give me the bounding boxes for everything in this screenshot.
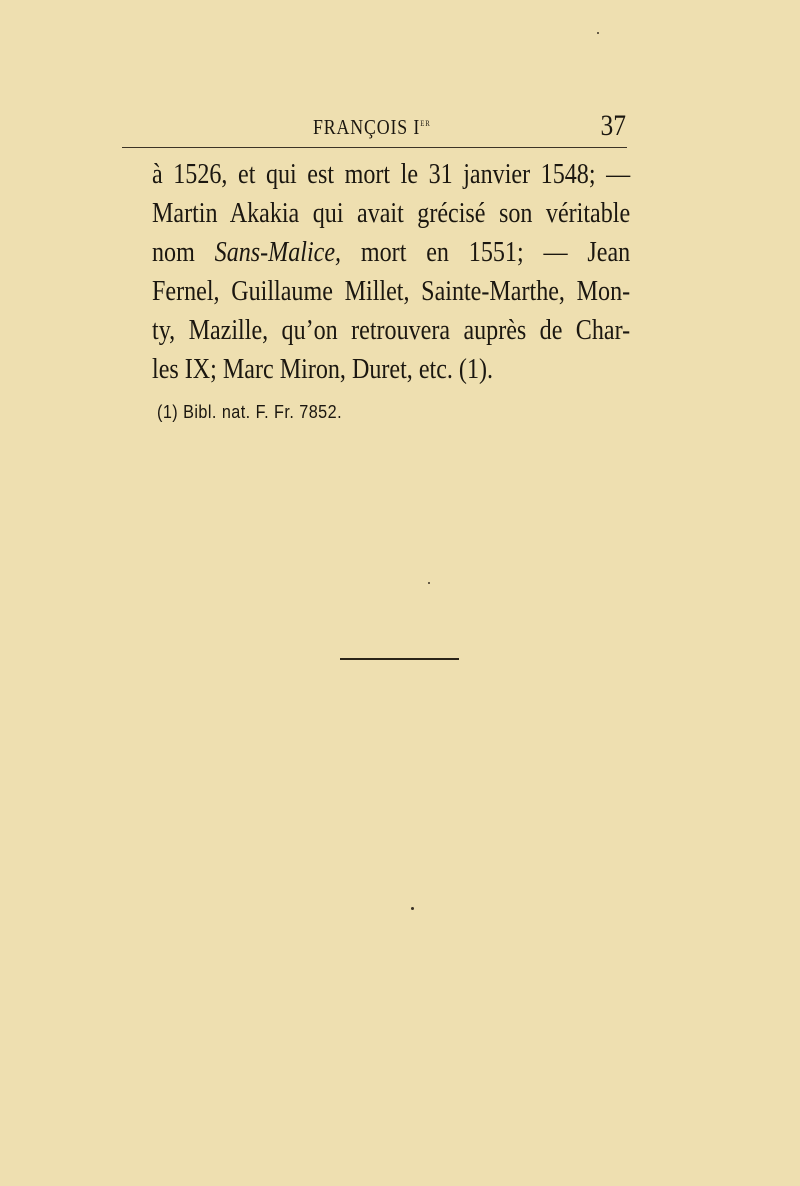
header-rule — [122, 147, 627, 148]
body-paragraph — [152, 155, 630, 389]
text-line-1: à 1526, et qui est mort le 31 janvier 1548; — — [152, 159, 631, 190]
paper-speck — [428, 582, 430, 584]
section-separator-rule — [340, 658, 459, 660]
page-header — [153, 109, 628, 143]
paper-speck — [411, 907, 414, 910]
text-line-2: Martin Akakia qui avait grécisé son véritable — [152, 198, 631, 229]
text-line-4: Fernel, Guillaume Millet, Sainte-Marthe, Mon- — [152, 276, 631, 307]
text-line-5: ty, Mazille, qu’on retrouvera auprès de Char- — [152, 315, 631, 346]
italic-name: Sans-Malice, — [214, 237, 342, 268]
footnote: (1) Bibl. nat. F. Fr. 7852. — [157, 402, 343, 422]
running-title: FRANÇOIS Ier — [313, 115, 431, 139]
text-line-3: nom Sans-Malice, mort en 1551; — Jean — [152, 237, 631, 268]
page-number: 37 — [600, 109, 626, 142]
paper-speck — [597, 32, 599, 34]
running-title-superscript: er — [420, 115, 431, 129]
text-line-6: les IX; Marc Miron, Duret, etc. (1). — [152, 354, 494, 385]
